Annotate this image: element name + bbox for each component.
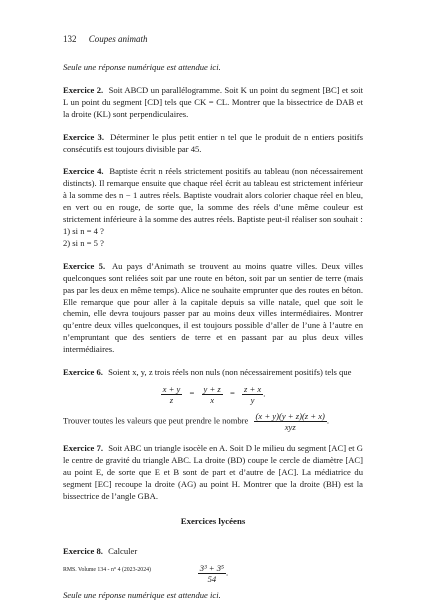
exercise-6-question: Trouver toutes les valeurs que peut prendre le nombre $\frac{(x + y)(y + z)(z + x)}{\text{xyz}}$ .: [63, 410, 330, 432]
exercise-6-label: Exercice 6.: [63, 367, 103, 378]
section-title: Exercices lycéens: [180, 516, 246, 527]
exercise-6: [63, 367, 363, 432]
page-number: 132: [63, 34, 77, 44]
fraction-2: $\frac{y + z}{x}$: [203, 383, 221, 405]
exercise-3-label: Exercice 3.: [63, 131, 104, 142]
page-header: [63, 34, 148, 44]
fraction-3: $\frac{z + x}{y}$: [243, 383, 262, 405]
fraction-1: $\frac{x + y}{z}$: [162, 383, 181, 405]
exercise-7-text: Soit ABC un triangle isocèle en A. Soit D le milieu du segment [AC] et G le centre de gravité du triangle ABC. La droite (BD) coupe le cercle de diamètre [AC] au point E, de sorte que E et B sont de part et d’autre de [AC]. La médiatrice du segment [EC] recoupe la droite (AG) au point H. Montrer que la droite (BH) est la bissectrice de l’angle GBA.: [63, 442, 363, 501]
exercise-5: [63, 261, 363, 356]
exercise-2-text: Soit ABCD un parallélogramme. Soit K un point du segment [BC] et soit L un point du segment [CD] tels que CK = CL. Montrer que la bissectrice de DAB et la droite (KL) sont perpendiculaires.: [63, 84, 363, 119]
exercise-3-text: Déterminer le plus petit entier n tel que le produit de n entiers positifs consécutifs est toujours divisible par 45.: [63, 131, 363, 154]
exercise-6-text: Soient x, y, z trois réels non nuls (non nécessairement positifs) tels que: [108, 367, 352, 378]
exercise-4-case-2: 2) si n = 5 ?: [63, 237, 104, 248]
exercise-8-label: Exercice 8.: [63, 546, 103, 557]
exercise-8: [63, 546, 363, 584]
expression-fraction: $\frac{(x + y)(y + z)(z + x)}{\text{xyz}}$: [255, 410, 325, 432]
page-footer: RMS. Volume 134 - n° 4 (2023-2024): [63, 567, 151, 573]
exercise-2: [63, 85, 363, 121]
running-title: Coupes animath: [88, 34, 148, 44]
exercise-4-text: Baptiste écrit n réels strictement positifs au tableau (non nécessairement distincts). Il remarque ensuite que chaque réel écrit au tableau est strictement inférieur à la somme des n − 1 autres réels. Baptiste voudrait alors colorier chaque réel en bleu, en vert ou en rouge, de sorte que, la somme des réels d’une même couleur est strictement inférieure à la somme des autres réels. Baptiste peut-il réaliser son souhait :: [63, 166, 363, 225]
exercise-5-label: Exercice 5.: [63, 260, 106, 271]
exercise-8-text: Calculer: [108, 546, 138, 557]
page-content: [63, 62, 363, 602]
exercise-2-label: Exercice 2.: [63, 84, 104, 95]
exercise-7: [63, 443, 363, 503]
power-fraction: $\frac{\text{3³ + 3⁵}}{54}$: [199, 563, 225, 585]
exercise-6-equation: $\frac{x + y}{z}$ = $\frac{y + z}{x}$ = $\frac{z + x}{y}$ .: [162, 383, 266, 405]
exercise-4-label: Exercice 4.: [63, 166, 104, 177]
exercise-8-expression: $\frac{\text{3³ + 3⁵}}{54}$ .: [199, 563, 229, 585]
outro-note: Seule une réponse numérique est attendue ici.: [63, 590, 221, 601]
exercise-5-text: Au pays d’Animath se trouvent au moins quatre villes. Deux villes quelconques sont reliées soit par une route en béton, soit par un sentier de terre (mais pas par les deux en même temps). Alice ne souhaite emprunter que des routes en béton. Elle remarque que pour aller à la capitale depuis sa ville natale, quel que soit le chemin, elle devra toujours passer par au moins deux villes intermédiaires. Montrer qu’entre deux villes quelconques, il est toujours possible d’aller de l’une à l’autre en n’empruntant que des sentiers de terre et en passant par au plus deux villes intermédiaires.: [63, 260, 363, 355]
exercise-4-case-1: 1) si n = 4 ?: [63, 225, 104, 236]
exercise-4: [63, 166, 363, 249]
intro-note: Seule une réponse numérique est attendue ici.: [63, 62, 221, 72]
exercise-7-label: Exercice 7.: [63, 442, 104, 453]
exercise-3: [63, 132, 363, 156]
